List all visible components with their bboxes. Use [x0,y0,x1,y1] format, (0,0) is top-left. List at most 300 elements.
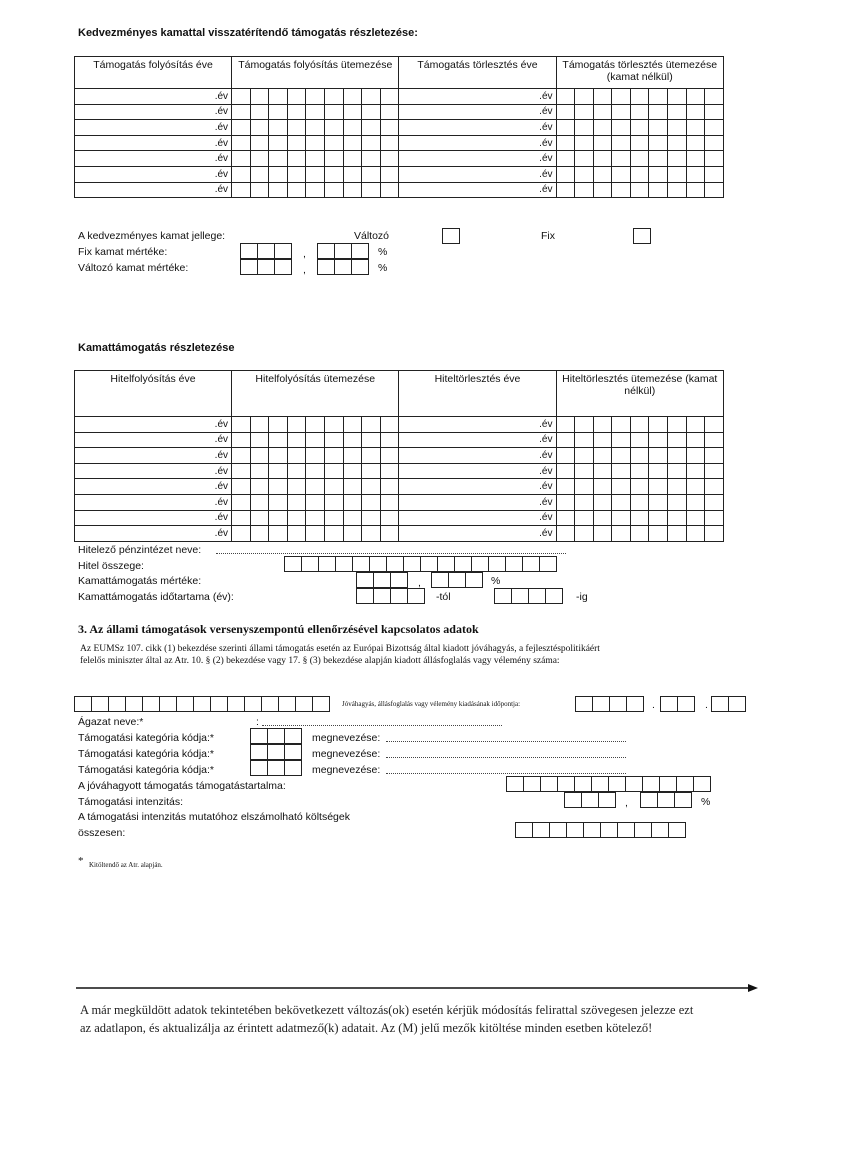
digit-box[interactable] [403,556,421,572]
year-cell[interactable]: .év [399,417,556,433]
schedule-cell[interactable] [324,526,343,542]
schedule-cell[interactable] [325,182,344,198]
schedule-cell[interactable] [306,89,325,105]
digit-box[interactable] [591,776,609,792]
schedule-cell[interactable] [380,448,399,464]
schedule-cell[interactable] [593,120,612,136]
digit-box[interactable] [301,556,319,572]
schedule-cell[interactable] [250,135,269,151]
schedule-cell[interactable] [250,182,269,198]
digit-box[interactable] [506,776,524,792]
schedule-cell[interactable] [556,479,575,495]
subsidy-rate-dec-boxes[interactable] [431,572,483,588]
schedule-cell[interactable] [668,417,687,433]
schedule-cell[interactable] [380,182,399,198]
year-cell[interactable]: .év [75,120,232,136]
schedule-cell[interactable] [705,526,724,542]
year-cell[interactable]: .év [399,510,556,526]
schedule-cell[interactable] [593,182,612,198]
year-cell[interactable]: .év [75,526,232,542]
schedule-cell[interactable] [287,432,306,448]
digit-box[interactable] [431,572,449,588]
digit-box[interactable] [574,776,592,792]
schedule-cell[interactable] [593,151,612,167]
schedule-cell[interactable] [593,417,612,433]
schedule-cell[interactable] [593,463,612,479]
digit-box[interactable] [494,588,512,604]
period-from-boxes[interactable] [356,588,425,604]
schedule-cell[interactable] [705,120,724,136]
schedule-cell[interactable] [380,463,399,479]
schedule-cell[interactable] [556,182,575,198]
schedule-cell[interactable] [575,135,594,151]
schedule-cell[interactable] [593,104,612,120]
bank-name-field[interactable] [216,544,566,554]
schedule-cell[interactable] [287,182,306,198]
schedule-cell[interactable] [668,448,687,464]
digit-box[interactable] [549,822,567,838]
year-cell[interactable]: .év [75,448,232,464]
schedule-cell[interactable] [343,448,362,464]
schedule-cell[interactable] [630,479,649,495]
schedule-cell[interactable] [556,448,575,464]
digit-box[interactable] [634,822,652,838]
schedule-cell[interactable] [593,494,612,510]
schedule-cell[interactable] [250,104,269,120]
schedule-cell[interactable] [232,120,251,136]
schedule-cell[interactable] [362,494,381,510]
schedule-cell[interactable] [250,166,269,182]
digit-box[interactable] [545,588,563,604]
schedule-cell[interactable] [668,89,687,105]
year-cell[interactable]: .év [399,135,556,151]
schedule-cell[interactable] [362,135,381,151]
schedule-cell[interactable] [556,510,575,526]
digit-box[interactable] [465,572,483,588]
digit-box[interactable] [598,792,616,808]
digit-box[interactable] [532,822,550,838]
digit-box[interactable] [274,259,292,275]
schedule-cell[interactable] [250,151,269,167]
schedule-cell[interactable] [362,89,381,105]
schedule-cell[interactable] [612,89,631,105]
digit-box[interactable] [142,696,160,712]
digit-box[interactable] [261,696,279,712]
schedule-cell[interactable] [324,432,343,448]
variable-checkbox[interactable] [442,228,460,244]
schedule-cell[interactable] [705,417,724,433]
schedule-cell[interactable] [362,432,381,448]
digit-box[interactable] [351,259,369,275]
digit-box[interactable] [657,792,675,808]
schedule-cell[interactable] [269,182,288,198]
schedule-cell[interactable] [668,166,687,182]
category-name-field-3[interactable] [386,764,626,774]
schedule-cell[interactable] [306,463,325,479]
schedule-cell[interactable] [306,432,325,448]
fixed-rate-int-boxes[interactable] [240,243,292,259]
schedule-cell[interactable] [287,135,306,151]
schedule-cell[interactable] [362,479,381,495]
digit-box[interactable] [210,696,228,712]
schedule-cell[interactable] [269,463,288,479]
schedule-cell[interactable] [705,463,724,479]
digit-box[interactable] [575,696,593,712]
schedule-cell[interactable] [324,463,343,479]
digit-box[interactable] [176,696,194,712]
schedule-cell[interactable] [343,166,362,182]
schedule-cell[interactable] [649,182,668,198]
year-cell[interactable]: .év [75,135,232,151]
digit-box[interactable] [471,556,489,572]
digit-box[interactable] [659,776,677,792]
category-code-boxes-3[interactable] [250,760,302,776]
schedule-cell[interactable] [362,151,381,167]
schedule-cell[interactable] [649,510,668,526]
schedule-cell[interactable] [343,417,362,433]
schedule-cell[interactable] [556,463,575,479]
schedule-cell[interactable] [705,135,724,151]
schedule-cell[interactable] [250,510,269,526]
schedule-cell[interactable] [668,463,687,479]
schedule-cell[interactable] [380,432,399,448]
schedule-cell[interactable] [556,417,575,433]
year-cell[interactable]: .év [399,463,556,479]
schedule-cell[interactable] [649,448,668,464]
schedule-cell[interactable] [306,510,325,526]
year-cell[interactable]: .év [399,104,556,120]
schedule-cell[interactable] [630,104,649,120]
schedule-cell[interactable] [287,448,306,464]
category-code-boxes-2[interactable] [250,744,302,760]
digit-box[interactable] [617,822,635,838]
schedule-cell[interactable] [612,510,631,526]
digit-box[interactable] [523,776,541,792]
schedule-cell[interactable] [556,89,575,105]
schedule-cell[interactable] [250,526,269,542]
schedule-cell[interactable] [630,89,649,105]
schedule-cell[interactable] [287,510,306,526]
digit-box[interactable] [454,556,472,572]
schedule-cell[interactable] [324,448,343,464]
schedule-cell[interactable] [686,166,705,182]
schedule-cell[interactable] [287,166,306,182]
schedule-cell[interactable] [612,463,631,479]
digit-box[interactable] [420,556,438,572]
schedule-cell[interactable] [343,463,362,479]
approval-year-boxes[interactable] [575,696,644,712]
schedule-cell[interactable] [649,89,668,105]
schedule-cell[interactable] [705,104,724,120]
digit-box[interactable] [91,696,109,712]
schedule-cell[interactable] [250,432,269,448]
schedule-cell[interactable] [668,135,687,151]
year-cell[interactable]: .év [75,494,232,510]
schedule-cell[interactable] [649,463,668,479]
schedule-cell[interactable] [630,510,649,526]
schedule-cell[interactable] [250,89,269,105]
schedule-cell[interactable] [324,510,343,526]
schedule-cell[interactable] [612,151,631,167]
variable-rate-dec-boxes[interactable] [317,259,369,275]
schedule-cell[interactable] [593,448,612,464]
schedule-cell[interactable] [343,135,362,151]
period-to-boxes[interactable] [494,588,563,604]
schedule-cell[interactable] [343,151,362,167]
schedule-cell[interactable] [306,166,325,182]
schedule-cell[interactable] [649,166,668,182]
digit-box[interactable] [295,696,313,712]
year-cell[interactable]: .év [75,151,232,167]
schedule-cell[interactable] [612,479,631,495]
schedule-cell[interactable] [575,479,594,495]
digit-box[interactable] [557,776,575,792]
sector-name-field[interactable] [262,716,502,726]
schedule-cell[interactable] [306,417,325,433]
schedule-cell[interactable] [593,166,612,182]
schedule-cell[interactable] [306,135,325,151]
digit-box[interactable] [390,572,408,588]
schedule-cell[interactable] [556,166,575,182]
digit-box[interactable] [193,696,211,712]
digit-box[interactable] [312,696,330,712]
year-cell[interactable]: .év [75,182,232,198]
schedule-cell[interactable] [306,151,325,167]
schedule-cell[interactable] [575,494,594,510]
schedule-cell[interactable] [232,89,251,105]
digit-box[interactable] [660,696,678,712]
variable-rate-int-boxes[interactable] [240,259,292,275]
schedule-cell[interactable] [343,526,362,542]
schedule-cell[interactable] [668,104,687,120]
category-name-field-2[interactable] [386,748,626,758]
schedule-cell[interactable] [250,463,269,479]
schedule-cell[interactable] [269,526,288,542]
schedule-cell[interactable] [649,120,668,136]
digit-box[interactable] [108,696,126,712]
year-cell[interactable]: .év [399,448,556,464]
schedule-cell[interactable] [612,526,631,542]
digit-box[interactable] [651,822,669,838]
year-cell[interactable]: .év [399,432,556,448]
digit-box[interactable] [640,792,658,808]
schedule-cell[interactable] [306,494,325,510]
schedule-cell[interactable] [575,417,594,433]
digit-box[interactable] [125,696,143,712]
digit-box[interactable] [267,760,285,776]
schedule-cell[interactable] [556,494,575,510]
schedule-cell[interactable] [325,120,344,136]
subsidy-rate-int-boxes[interactable] [356,572,408,588]
digit-box[interactable] [240,243,258,259]
digit-box[interactable] [448,572,466,588]
year-cell[interactable]: .év [75,166,232,182]
fixed-rate-dec-boxes[interactable] [317,243,369,259]
schedule-cell[interactable] [362,417,381,433]
digit-box[interactable] [257,259,275,275]
schedule-cell[interactable] [705,89,724,105]
digit-box[interactable] [711,696,729,712]
schedule-cell[interactable] [668,526,687,542]
schedule-cell[interactable] [380,151,399,167]
year-cell[interactable]: .év [75,463,232,479]
schedule-cell[interactable] [380,526,399,542]
schedule-cell[interactable] [612,417,631,433]
schedule-cell[interactable] [269,479,288,495]
digit-box[interactable] [625,776,643,792]
schedule-cell[interactable] [287,526,306,542]
schedule-cell[interactable] [232,135,251,151]
digit-box[interactable] [257,243,275,259]
schedule-cell[interactable] [705,510,724,526]
schedule-cell[interactable] [380,104,399,120]
schedule-cell[interactable] [593,89,612,105]
schedule-cell[interactable] [269,104,288,120]
schedule-cell[interactable] [343,479,362,495]
schedule-cell[interactable] [630,182,649,198]
schedule-cell[interactable] [705,448,724,464]
schedule-cell[interactable] [612,120,631,136]
year-cell[interactable]: .év [399,182,556,198]
digit-box[interactable] [539,556,557,572]
schedule-cell[interactable] [630,151,649,167]
digit-box[interactable] [284,728,302,744]
schedule-cell[interactable] [324,494,343,510]
schedule-cell[interactable] [306,104,325,120]
schedule-cell[interactable] [630,166,649,182]
digit-box[interactable] [511,588,529,604]
loan-amount-boxes[interactable] [284,556,557,572]
approval-month-boxes[interactable] [660,696,695,712]
digit-box[interactable] [250,760,268,776]
digit-box[interactable] [626,696,644,712]
schedule-cell[interactable] [380,89,399,105]
schedule-cell[interactable] [325,151,344,167]
digit-box[interactable] [240,259,258,275]
digit-box[interactable] [356,572,374,588]
schedule-cell[interactable] [556,120,575,136]
digit-box[interactable] [356,588,374,604]
digit-box[interactable] [592,696,610,712]
digit-box[interactable] [608,776,626,792]
schedule-cell[interactable] [269,120,288,136]
schedule-cell[interactable] [232,494,251,510]
schedule-cell[interactable] [593,135,612,151]
schedule-cell[interactable] [686,463,705,479]
schedule-cell[interactable] [287,417,306,433]
schedule-cell[interactable] [575,432,594,448]
digit-box[interactable] [250,728,268,744]
schedule-cell[interactable] [686,510,705,526]
digit-box[interactable] [390,588,408,604]
schedule-cell[interactable] [362,182,381,198]
schedule-cell[interactable] [649,151,668,167]
schedule-cell[interactable] [306,182,325,198]
schedule-cell[interactable] [269,494,288,510]
approval-number-boxes[interactable] [74,696,330,712]
year-cell[interactable]: .év [399,479,556,495]
eligible-costs-boxes[interactable] [515,822,686,838]
schedule-cell[interactable] [593,510,612,526]
schedule-cell[interactable] [380,494,399,510]
year-cell[interactable]: .év [75,432,232,448]
intensity-int-boxes[interactable] [564,792,616,808]
schedule-cell[interactable] [325,135,344,151]
year-cell[interactable]: .év [75,479,232,495]
digit-box[interactable] [74,696,92,712]
digit-box[interactable] [674,792,692,808]
schedule-cell[interactable] [306,448,325,464]
schedule-cell[interactable] [575,89,594,105]
schedule-cell[interactable] [343,104,362,120]
schedule-cell[interactable] [269,89,288,105]
schedule-cell[interactable] [612,182,631,198]
schedule-cell[interactable] [612,166,631,182]
digit-box[interactable] [317,243,335,259]
schedule-cell[interactable] [556,104,575,120]
digit-box[interactable] [600,822,618,838]
schedule-cell[interactable] [686,135,705,151]
schedule-cell[interactable] [575,510,594,526]
digit-box[interactable] [583,822,601,838]
digit-box[interactable] [351,243,369,259]
intensity-dec-boxes[interactable] [640,792,692,808]
schedule-cell[interactable] [649,526,668,542]
digit-box[interactable] [373,588,391,604]
schedule-cell[interactable] [705,166,724,182]
digit-box[interactable] [335,556,353,572]
schedule-cell[interactable] [668,182,687,198]
schedule-cell[interactable] [575,120,594,136]
digit-box[interactable] [369,556,387,572]
digit-box[interactable] [505,556,523,572]
schedule-cell[interactable] [287,120,306,136]
digit-box[interactable] [642,776,660,792]
schedule-cell[interactable] [593,479,612,495]
schedule-cell[interactable] [575,526,594,542]
schedule-cell[interactable] [630,526,649,542]
digit-box[interactable] [267,728,285,744]
schedule-cell[interactable] [630,494,649,510]
schedule-cell[interactable] [705,494,724,510]
digit-box[interactable] [267,744,285,760]
digit-box[interactable] [334,259,352,275]
schedule-cell[interactable] [630,135,649,151]
digit-box[interactable] [609,696,627,712]
year-cell[interactable]: .év [75,89,232,105]
schedule-cell[interactable] [630,432,649,448]
schedule-cell[interactable] [324,479,343,495]
schedule-cell[interactable] [686,120,705,136]
year-cell[interactable]: .év [399,166,556,182]
schedule-cell[interactable] [269,151,288,167]
schedule-cell[interactable] [287,151,306,167]
schedule-cell[interactable] [232,479,251,495]
digit-box[interactable] [244,696,262,712]
schedule-cell[interactable] [380,417,399,433]
approval-day-boxes[interactable] [711,696,746,712]
schedule-cell[interactable] [612,448,631,464]
schedule-cell[interactable] [649,104,668,120]
schedule-cell[interactable] [575,182,594,198]
schedule-cell[interactable] [232,526,251,542]
schedule-cell[interactable] [269,417,288,433]
schedule-cell[interactable] [705,151,724,167]
year-cell[interactable]: .év [399,89,556,105]
digit-box[interactable] [668,822,686,838]
digit-box[interactable] [676,776,694,792]
schedule-cell[interactable] [593,526,612,542]
